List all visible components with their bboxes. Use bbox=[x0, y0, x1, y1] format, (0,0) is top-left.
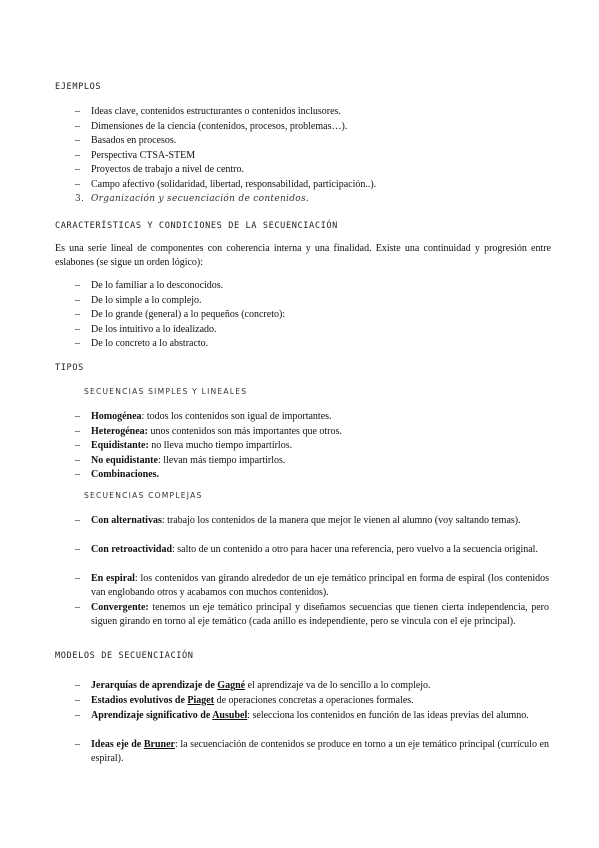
list-item-text bbox=[91, 572, 549, 599]
list-item-text bbox=[91, 679, 549, 693]
bullet-dash: – bbox=[75, 309, 80, 320]
list-item-text bbox=[91, 468, 549, 482]
list-item bbox=[75, 468, 549, 482]
bullet-dash: – bbox=[75, 573, 80, 584]
definition: tenemos un eje temático principal y diseñamos secuencias que tienen cierta independencia, pero siguen girando en torno al eje temático (cada anillo es independiente, pero se vincula con el eje principal). bbox=[91, 602, 549, 627]
list-item bbox=[75, 279, 549, 293]
definition: : trabajo los contenidos de la manera que mejor le vienen al alumno (voy saltando temas). bbox=[161, 515, 521, 526]
list-item-text: Basados en procesos. bbox=[91, 135, 177, 146]
bullet-dash: – bbox=[75, 515, 80, 526]
bullet-dash: – bbox=[75, 179, 80, 190]
list-item bbox=[75, 425, 549, 439]
list-item bbox=[75, 543, 549, 557]
bullet-dash: – bbox=[75, 469, 80, 480]
term: Estadios evolutivos de bbox=[91, 695, 188, 706]
bullet-dash: – bbox=[75, 121, 80, 132]
list-item-text: De lo simple a lo complejo. bbox=[91, 295, 202, 306]
definition: : llevan más tiempo impartirlos. bbox=[157, 455, 286, 466]
list-item-text bbox=[91, 738, 549, 765]
list-item-text: De los intuitivo a lo idealizado. bbox=[91, 324, 217, 335]
list-item-text: De lo grande (general) a lo pequeños (concreto): bbox=[91, 309, 286, 320]
subheading-simples: SECUENCIAS SIMPLES Y LINEALES bbox=[84, 387, 248, 396]
list-item-text bbox=[91, 601, 549, 628]
list-item bbox=[75, 738, 549, 765]
list-item bbox=[75, 105, 549, 119]
list-item-text bbox=[91, 454, 549, 468]
bullet-dash: – bbox=[75, 411, 80, 422]
list-item-text bbox=[91, 425, 549, 439]
term: Homogénea bbox=[91, 411, 142, 422]
bullet-dash: – bbox=[75, 455, 80, 466]
list-item-text: Dimensiones de la ciencia (contenidos, procesos, problemas…). bbox=[91, 121, 348, 132]
paragraph: Es una serie lineal de componentes con coherencia interna y una finalidad. Existe una continuidad y progresión entre eslabones (se sigue un orden lógico): bbox=[55, 243, 551, 268]
numbered-heading bbox=[75, 194, 309, 204]
definition: : los contenidos van girando alrededor de un eje temático principal en forma de espiral (los contenidos van englobando otros y acabamos con muchos contenidos). bbox=[91, 573, 549, 598]
definition: el aprendizaje va de lo sencillo a lo complejo. bbox=[245, 680, 431, 691]
list-item bbox=[75, 439, 549, 453]
list-item bbox=[75, 694, 549, 708]
term: En espiral bbox=[91, 573, 135, 584]
subheading-complejas: SECUENCIAS COMPLEJAS bbox=[84, 491, 203, 500]
list-item-text bbox=[91, 410, 549, 424]
list-item bbox=[75, 410, 549, 424]
list-item bbox=[75, 601, 549, 628]
list-item-text bbox=[91, 709, 549, 723]
bullet-dash: – bbox=[75, 150, 80, 161]
list-item-text: De lo familiar a lo desconocidos. bbox=[91, 280, 224, 291]
list-item bbox=[75, 454, 549, 468]
list-item-text bbox=[91, 543, 549, 557]
bullet-dash: – bbox=[75, 739, 80, 750]
term: Convergente: bbox=[91, 602, 149, 613]
list-item bbox=[75, 294, 549, 308]
section-heading-modelos: MODELOS DE SECUENCIACIÓN bbox=[55, 651, 194, 661]
definition: : selecciona los contenidos en función de las ideas previas del alumno. bbox=[247, 710, 529, 721]
list-item-text: Ideas clave, contenidos estructurantes o contenidos inclusores. bbox=[91, 106, 341, 117]
list-item-text bbox=[91, 514, 549, 528]
list-item-text: De lo concreto a lo abstracto. bbox=[91, 338, 209, 349]
term: Jerarquías de aprendizaje de bbox=[91, 680, 218, 691]
bullet-dash: – bbox=[75, 280, 80, 291]
list-item-text: Proyectos de trabajo a nivel de centro. bbox=[91, 164, 244, 175]
bullet-dash: – bbox=[75, 338, 80, 349]
bullet-dash: – bbox=[75, 135, 80, 146]
bullet-dash: – bbox=[75, 164, 80, 175]
list-item-text: Campo afectivo (solidaridad, libertad, responsabilidad, participación..). bbox=[91, 179, 377, 190]
bullet-dash: – bbox=[75, 602, 80, 613]
section-heading-tipos: TIPOS bbox=[55, 363, 84, 373]
bullet-dash: – bbox=[75, 695, 80, 706]
list-item bbox=[75, 134, 549, 148]
list-item-text bbox=[91, 439, 549, 453]
term: Combinaciones. bbox=[91, 469, 160, 480]
term: Con retroactividad bbox=[91, 544, 173, 555]
list-item bbox=[75, 679, 549, 693]
definition: unos contenidos son más importantes que otros. bbox=[148, 426, 342, 437]
author: Piaget bbox=[187, 695, 215, 706]
bullet-dash: – bbox=[75, 295, 80, 306]
list-item bbox=[75, 120, 549, 134]
author: Bruner bbox=[143, 739, 175, 750]
term: Equidistante: bbox=[91, 440, 149, 451]
author: Gagné bbox=[217, 680, 246, 691]
term: No equidistante bbox=[91, 455, 158, 466]
list-item bbox=[75, 709, 549, 723]
bullet-dash: – bbox=[75, 710, 80, 721]
bullet-dash: – bbox=[75, 324, 80, 335]
section-heading-ejemplos: EJEMPLOS bbox=[55, 82, 102, 92]
bullet-dash: – bbox=[75, 544, 80, 555]
list-item bbox=[75, 323, 549, 337]
term: Ideas eje de bbox=[91, 739, 144, 750]
list-item bbox=[75, 163, 549, 177]
list-item bbox=[75, 178, 549, 192]
numbered-heading-text: Organización y secuenciación de contenidos. bbox=[91, 194, 310, 204]
list-item bbox=[75, 337, 549, 351]
bullet-dash: – bbox=[75, 426, 80, 437]
list-item bbox=[75, 149, 549, 163]
list-item bbox=[75, 308, 549, 322]
definition: no lleva mucho tiempo impartirlos. bbox=[148, 440, 293, 451]
definition: : salto de un contenido a otro para hacer una referencia, pero vuelvo a la secuencia original. bbox=[172, 544, 538, 555]
numbered-heading-number: 3. bbox=[75, 194, 85, 204]
bullet-dash: – bbox=[75, 106, 80, 117]
definition: : todos los contenidos son igual de importantes. bbox=[141, 411, 332, 422]
list-item-text: Perspectiva CTSA-STEM bbox=[91, 150, 196, 161]
definition: de operaciones concretas a operaciones formales. bbox=[214, 695, 414, 706]
term: Aprendizaje significativo de bbox=[91, 710, 213, 721]
term: Con alternativas bbox=[91, 515, 162, 526]
bullet-dash: – bbox=[75, 440, 80, 451]
section-heading-caracteristicas: CARACTERÍSTICAS Y CONDICIONES DE LA SECUENCIACIÓN bbox=[55, 221, 338, 231]
bullet-dash: – bbox=[75, 680, 80, 691]
term: Heterogénea: bbox=[91, 426, 149, 437]
list-item-text bbox=[91, 694, 549, 708]
list-item bbox=[75, 572, 549, 599]
author: Ausubel bbox=[212, 710, 248, 721]
list-item bbox=[75, 514, 549, 528]
definition: : la secuenciación de contenidos se produce en torno a un eje temático principal (currículo en espiral). bbox=[91, 739, 549, 764]
